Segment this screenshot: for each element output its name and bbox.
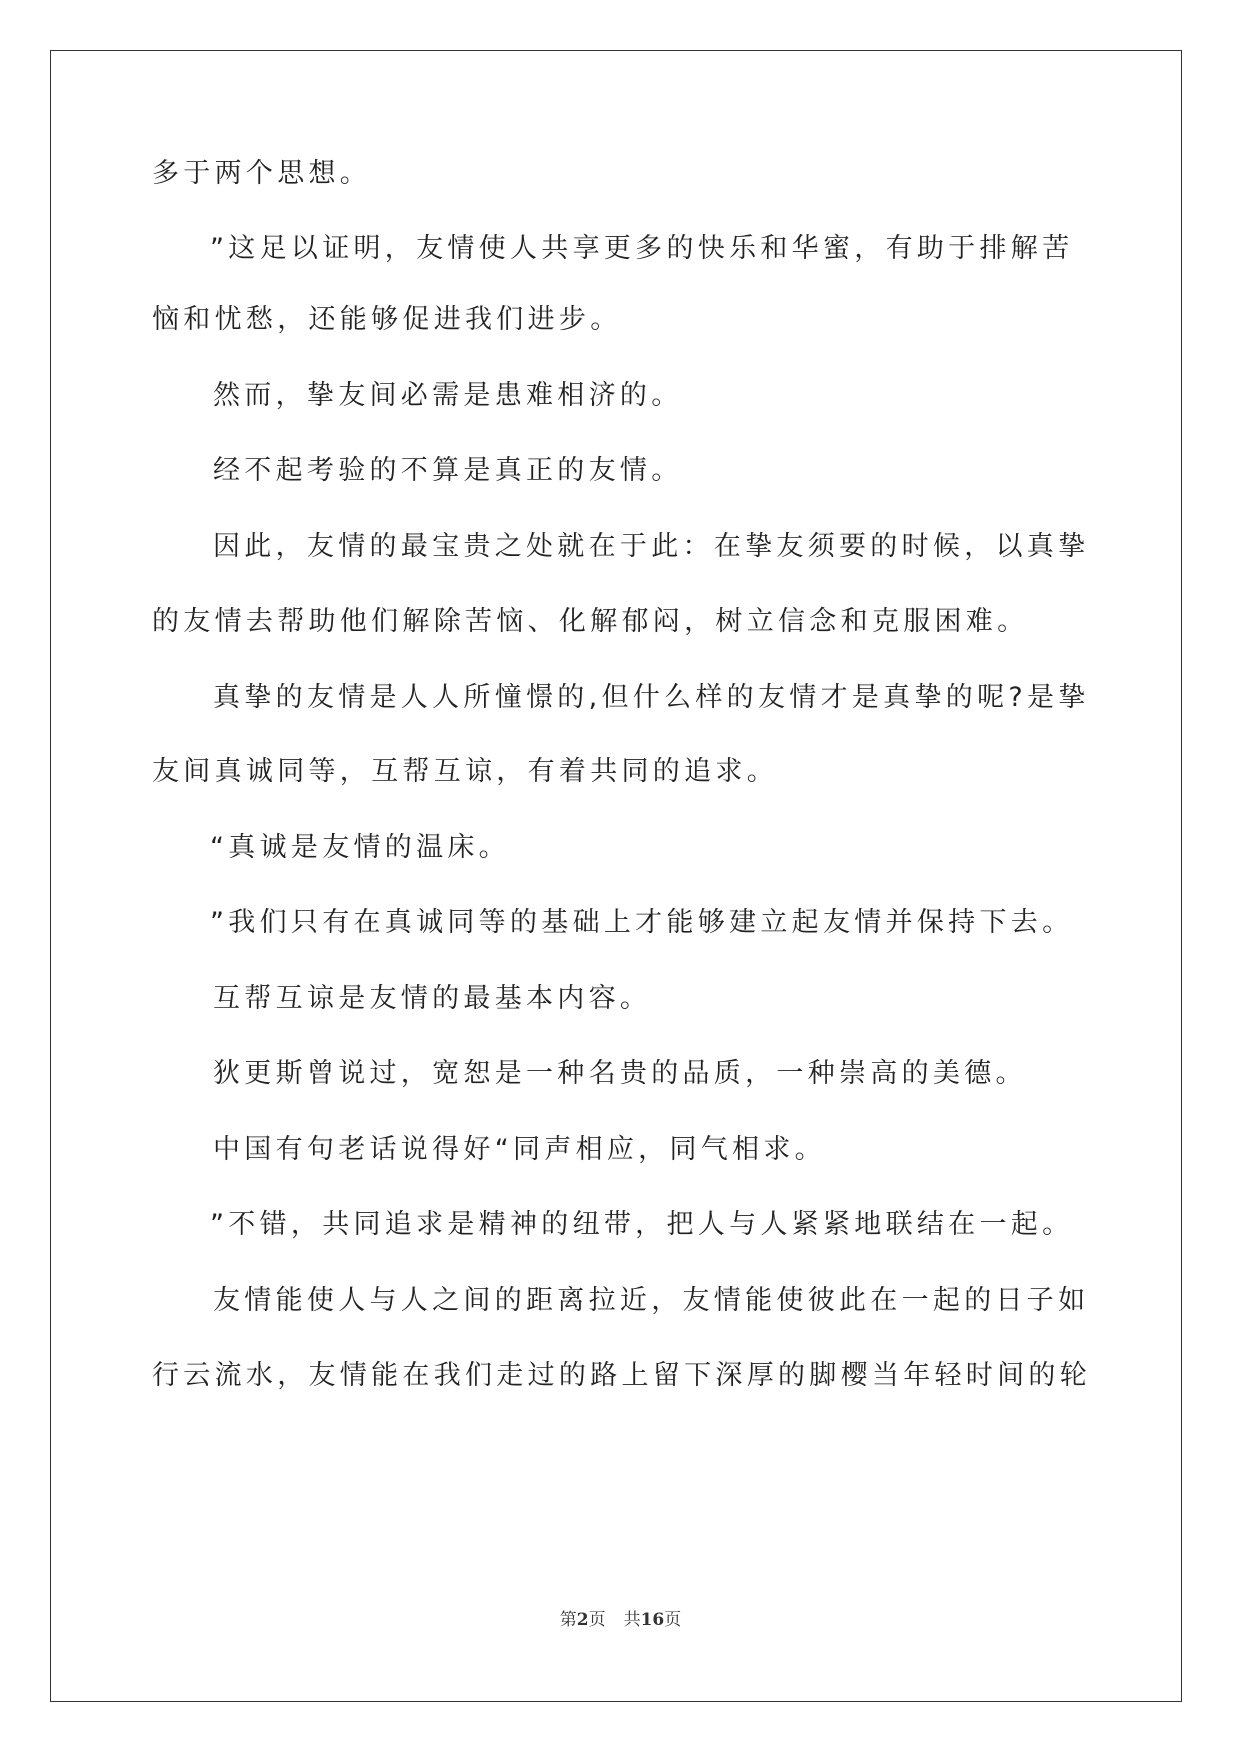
text-line-9: 友间真诚同等，互帮互谅，有着共同的追求。: [152, 756, 778, 787]
text-line-14: 中国有句老话说得好“同声相应，同气相求。: [213, 1134, 826, 1165]
total-pages: 16: [640, 1610, 665, 1630]
text-line-8: 真挚的友情是人人所憧憬的,但什么样的友情才是真挚的呢?是挚: [213, 682, 1090, 713]
total-suffix: 页: [664, 1610, 682, 1630]
text-line-7: 的友情去帮助他们解除苦恼、化解郁闷，树立信念和克服困难。: [152, 606, 1029, 637]
text-line-12: 互帮互谅是友情的最基本内容。: [213, 983, 652, 1014]
total-prefix: 共: [623, 1610, 641, 1630]
text-line-5: 经不起考验的不算是真正的友情。: [213, 455, 683, 486]
page-prefix: 第: [559, 1610, 577, 1630]
text-line-3: 恼和忧愁，还能够促进我们进步。: [152, 304, 622, 335]
text-line-13: 狄更斯曾说过，宽恕是一种名贵的品质，一种崇高的美德。: [213, 1058, 1027, 1089]
page-border: [50, 50, 1182, 1702]
page-number: 2: [576, 1610, 589, 1630]
text-line-16: 友情能使人与人之间的距离拉近，友情能使彼此在一起的日子如: [213, 1285, 1090, 1316]
page-suffix: 页: [588, 1610, 606, 1630]
text-line-15: ”不错，共同追求是精神的纽带，把人与人紧紧地联结在一起。: [210, 1209, 1074, 1240]
text-line-17: 行云流水，友情能在我们走过的路上留下深厚的脚樱当年轻时间的轮: [152, 1360, 1091, 1391]
text-line-11: ”我们只有在真诚同等的基础上才能够建立起友情并保持下去。: [210, 907, 1074, 938]
text-line-4: 然而，挚友间必需是患难相济的。: [213, 380, 683, 411]
text-line-2: ”这足以证明，友情使人共享更多的快乐和华蜜，有助于排解苦: [210, 233, 1074, 264]
text-line-6: 因此，友情的最宝贵之处就在于此：在挚友须要的时候，以真挚: [213, 531, 1090, 562]
page-footer: [0, 1605, 1241, 1630]
text-line-10: “真诚是友情的温床。: [210, 832, 510, 863]
text-line-1: 多于两个思想。: [152, 158, 372, 189]
